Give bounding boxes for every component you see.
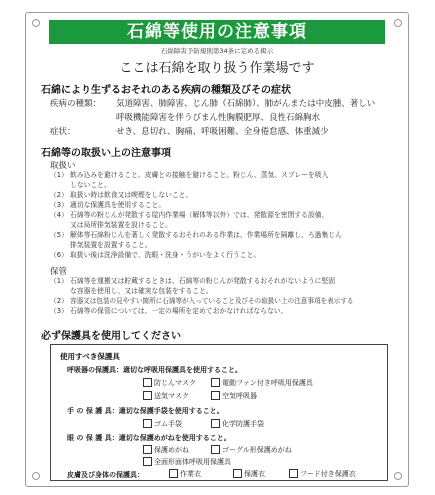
eye-text: 適切な保護めがねを使用すること。 [118, 434, 231, 442]
mounting-hole-icon [394, 19, 402, 27]
checkbox-box-icon [211, 391, 220, 400]
checkbox-powered-respirator[interactable]: 電動ファン付き呼吸用保護具 [211, 378, 313, 388]
eye-label: 眼 の 保 護 具： [67, 434, 119, 442]
disease-type-label: 疾病の種類： [50, 99, 102, 109]
checkbox-rubber-gloves[interactable]: ゴム手袋 [143, 419, 182, 429]
checkbox-hooded-protective-clothing[interactable]: フード付き保護衣 [289, 469, 356, 479]
checkbox-box-icon [211, 419, 220, 428]
symptom-label: 症状： [50, 127, 76, 137]
checkbox-box-icon [233, 469, 242, 478]
safety-sign-board: 石綿等使用の注意事項 石綿障害予防規則第34条に定める掲示 ここは石綿を取り扱う作業場です 石綿により生ずるおそれのある疾病の種類及びその症状 疾病の種類： 気道障害、肺障害、じん肺（石綿肺）、肺がんまたは中皮腫、著しい 呼吸機能障害を伴うびまん性胸膜肥厚、良性石綿胸水 症状： せき、息切れ、胸痛、呼吸困難、全身倦怠感、体重減少 石綿等の取扱い上の注意事項 取扱い （1） 飲み込みを避けること。皮膚との接触を避けること。粉じん、蒸気、スプレーを吸入 しないこと。 （2） 取扱い時は飲食又は喫煙をしないこと。 （3） 適切な保護具を使用すること。 （4） 石綿等の粉じんが発散する屋内作業場（解体等以外）では、発散源を密閉する設備、 又は局所排気装置を設けること。 （5） 解体等石綿粉じんを著しく発散するおそれのある作業は、作業場所を隔離し、ろ過集じん 排気装置を設置すること。 （6） 取扱い後は洗浄設備で、洗眼・洗身・うがいをよく行うこと。 保管 （1） 石綿等を運搬又は貯蔵するときは、石綿等の粉じんが発散するおそれがないように堅固 な容器を使用し、又は確実な包装をすること。 （2） 容器又は包装の見やすい箇所に石綿等が入っていること及びその取扱い上の注意事項を表示する （3） 石綿等の保管については、一定の場所を定めておかなければならない。 必ず保護具を使用してください 使用すべき保護具 呼吸器の保護具：適切な呼吸用保護具を使用すること。 防じんマスク 電動ファン付き呼吸用保護具 送気マスク 空気呼吸器 手 の 保 護 具：適切な保護手袋を使用すること。 ゴム手袋 化学防護手袋 眼 の 保 護 具：適切な保護めがねを使用すること。 保護めがね ゴーグル形保護めがね 全面形面体呼吸用保護具 皮膚及び身体の保護具： 作業衣 保護衣 フード付き保護衣 [25, 12, 409, 487]
diseases-heading: 石綿により生ずるおそれのある疾病の種類及びその症状 [41, 85, 291, 96]
checkbox-box-icon [169, 469, 178, 478]
checkbox-box-icon [289, 469, 298, 478]
checkbox-box-icon [143, 457, 152, 466]
checkbox-scba[interactable]: 空気呼吸器 [211, 391, 257, 401]
checkbox-supplied-air-mask[interactable]: 送気マスク [143, 391, 189, 401]
checkbox-box-icon [143, 378, 152, 387]
respiratory-text: 適切な呼吸用保護具を使用すること。 [123, 366, 242, 374]
hand-text: 適切な保護手袋を使用すること。 [118, 407, 224, 415]
checkbox-box-icon [143, 419, 152, 428]
body-line [67, 470, 144, 480]
mounting-hole-icon [32, 472, 40, 480]
disease-type-text-2: 呼吸機能障害を伴うびまん性胸膜肥厚、良性石綿胸水 [116, 113, 321, 123]
respiratory-line [67, 365, 242, 375]
handling-precautions-heading: 石綿等の取扱い上の注意事項 [41, 148, 171, 159]
checkbox-box-icon [143, 445, 152, 454]
checkbox-box-icon [211, 445, 220, 454]
symptom-text: せき、息切れ、胸痛、呼吸困難、全身倦怠感、体重減少 [116, 127, 329, 137]
checkbox-safety-glasses[interactable]: 保護めがね [143, 445, 189, 455]
disease-type-text-1: 気道障害、肺障害、じん肺（石綿肺）、肺がんまたは中皮腫、著しい [116, 99, 376, 109]
mounting-hole-icon [394, 472, 402, 480]
body-label: 皮膚及び身体の保護具： [67, 471, 144, 479]
checkbox-protective-clothing[interactable]: 保護衣 [233, 469, 265, 479]
checkbox-full-face-respirator[interactable]: 全面形面体呼吸用保護具 [143, 457, 231, 467]
sign-title: 石綿等使用の注意事項 [49, 20, 385, 44]
checkbox-work-clothes[interactable]: 作業衣 [169, 469, 201, 479]
ppe-heading: 必ず保護具を使用してください [41, 331, 181, 342]
mounting-hole-icon [32, 19, 40, 27]
checkbox-dust-mask[interactable]: 防じんマスク [143, 378, 196, 388]
legal-basis-note: 石綿障害予防規則第34条に定める掲示 [160, 47, 274, 55]
checkbox-box-icon [211, 378, 220, 387]
hand-line [67, 406, 224, 416]
storage-subheading: 保管 [50, 267, 68, 277]
ppe-box [50, 344, 388, 481]
checkbox-goggles[interactable]: ゴーグル形保護めがね [211, 445, 292, 455]
ppe-box-heading: 使用すべき保護具 [60, 352, 120, 361]
respiratory-label: 呼吸器の保護具： [67, 366, 123, 374]
eye-line [67, 433, 231, 443]
hand-label: 手 の 保 護 具： [67, 407, 119, 415]
handling-subheading: 取扱い [50, 161, 76, 171]
sign-subtitle: ここは石綿を取り扱う作業場です [119, 61, 315, 76]
checkbox-chemical-gloves[interactable]: 化学防護手袋 [211, 419, 264, 429]
checkbox-box-icon [143, 391, 152, 400]
